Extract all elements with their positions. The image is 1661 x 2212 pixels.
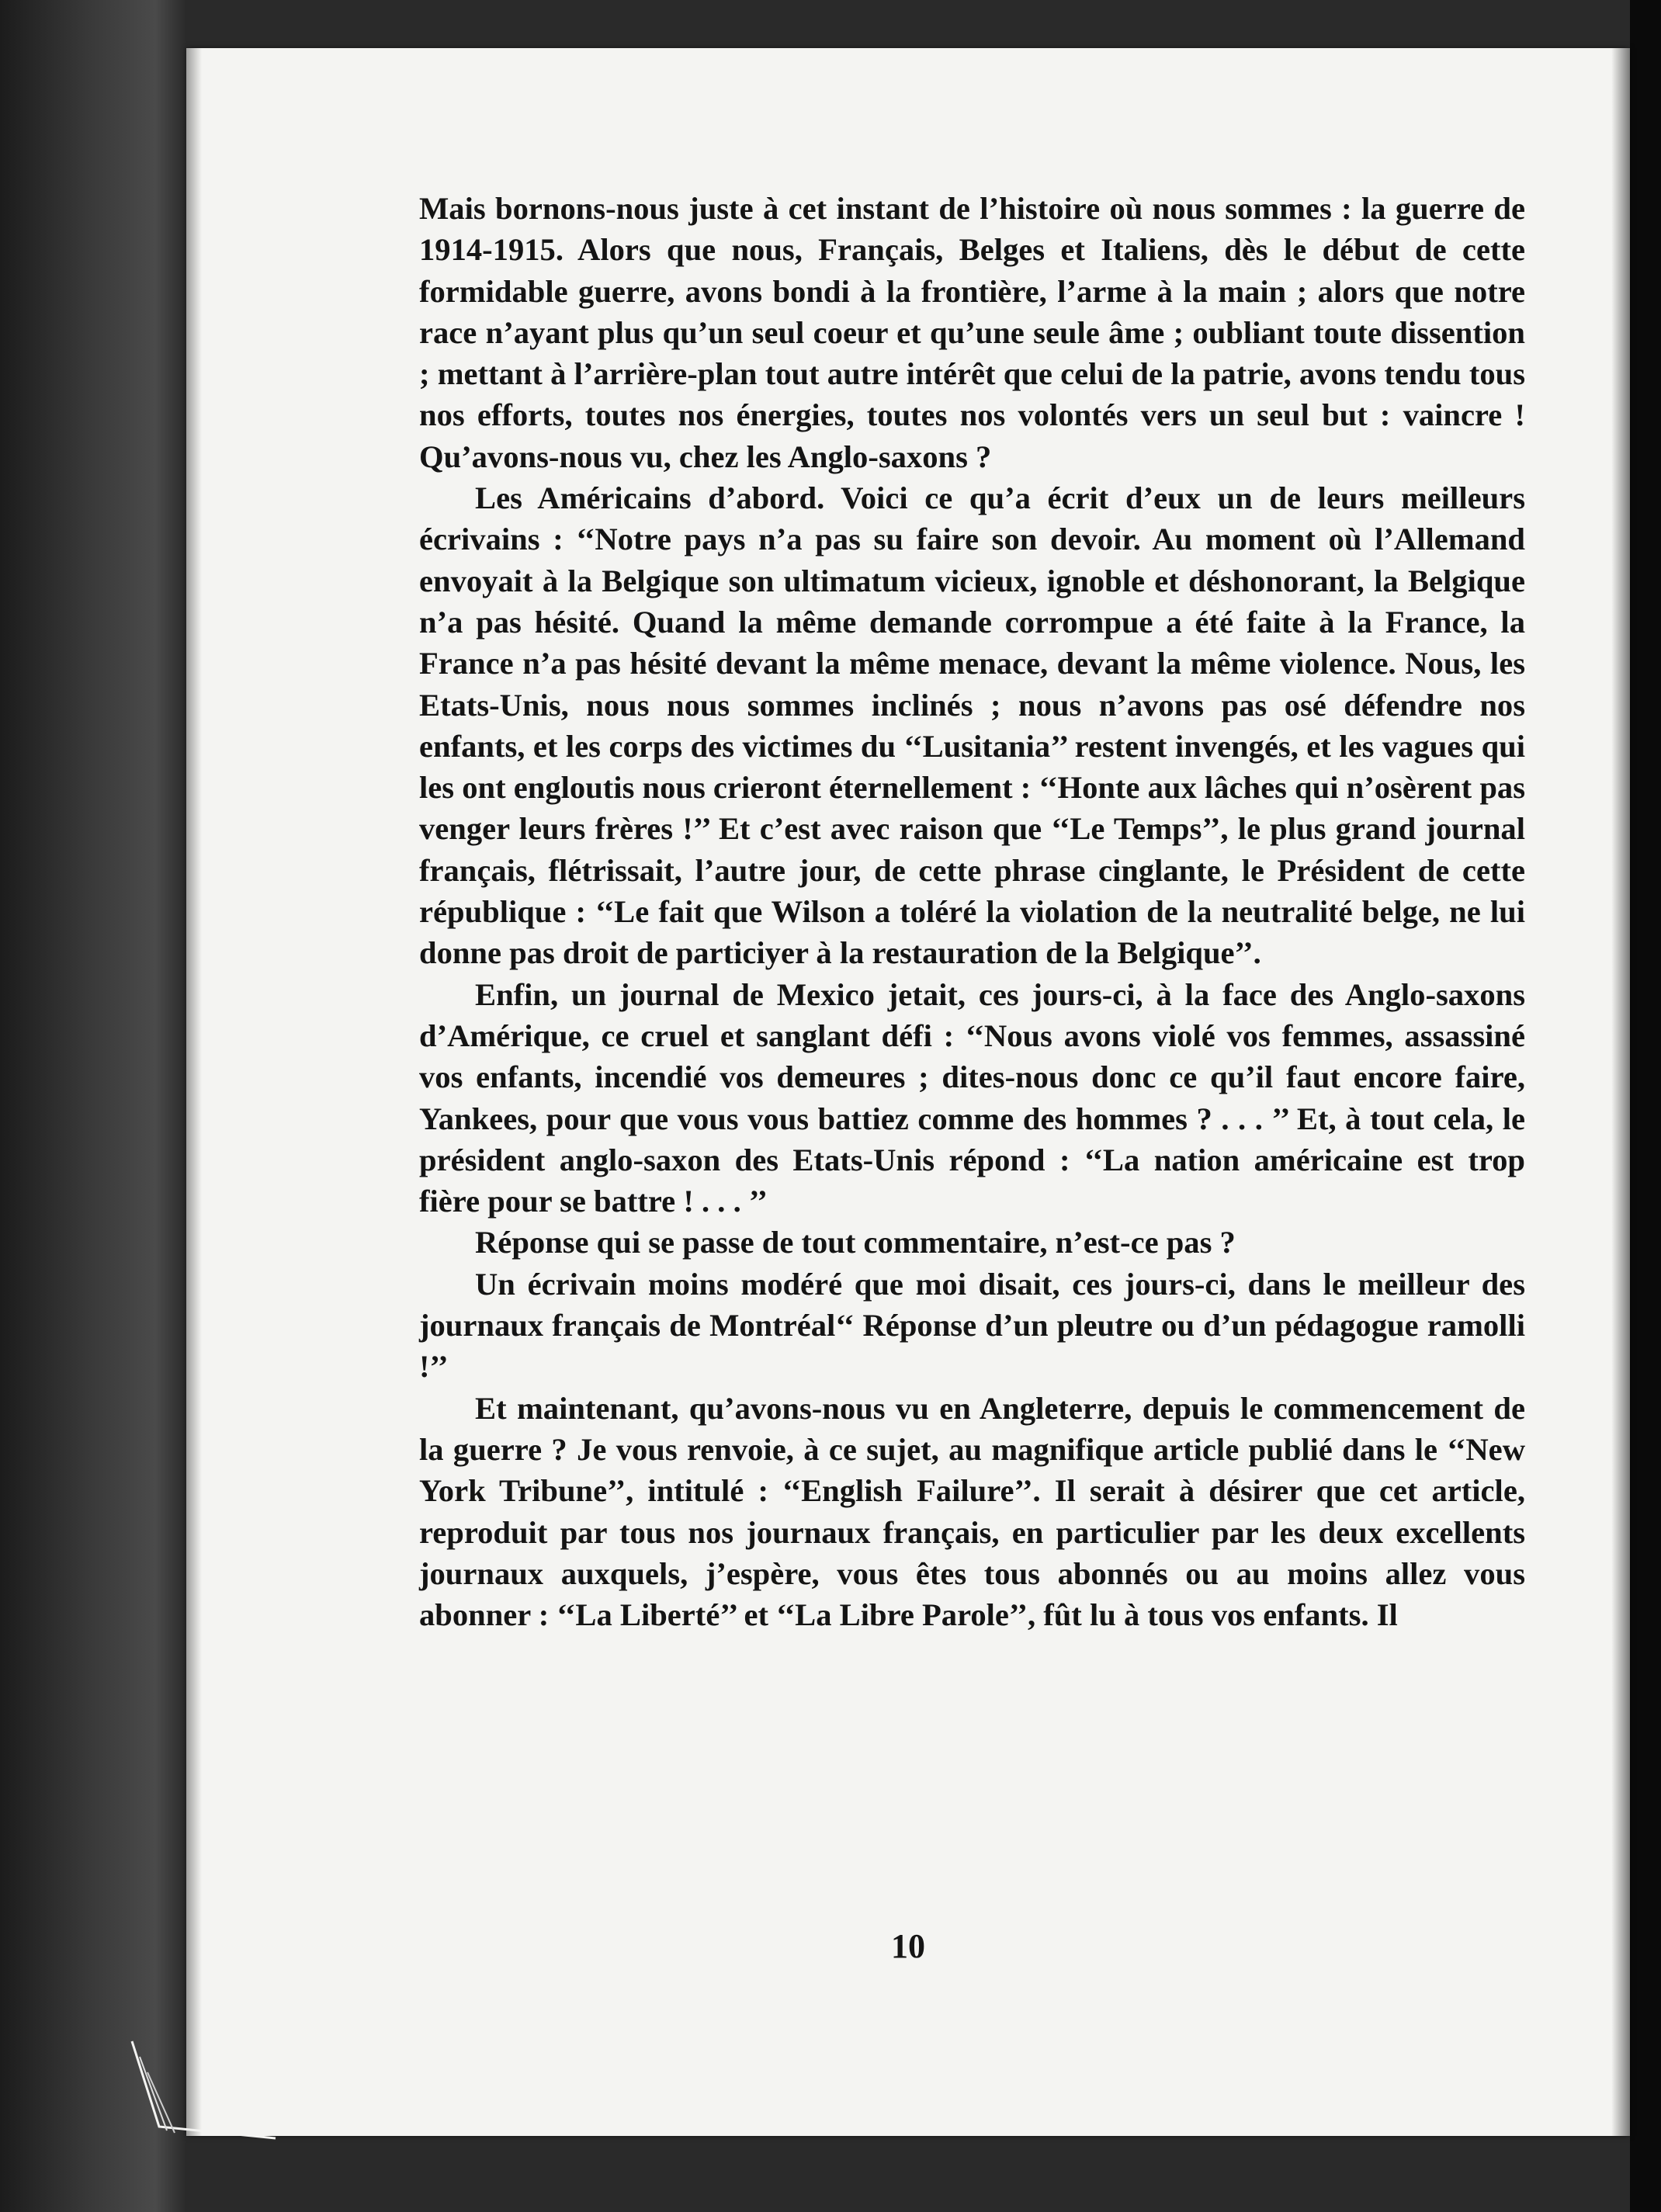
book-edge-shadow <box>1630 0 1661 2212</box>
book-page <box>186 48 1630 2136</box>
paragraph-2: Les Américains d’abord. Voici ce qu’a écrit d’eux un de leurs meilleurs écrivains : ‘‘Notre pays n’a pas su faire son devoir. Au moment où l’Allemand envoyait à la Belgique son ultimatum vicieux, ignoble et déshonorant, la Belgique n’a pas hésité. Quand la même demande corrompue a été faite à la France, la France n’a pas hésité devant la même menace, devant la même violence. Nous, les Etats-Unis, nous nous sommes inclinés ; nous n’avons pas osé défendre nos enfants, et les corps des victimes du ‘‘Lusitania’’ restent invengés, et les vagues qui les ont engloutis nous crieront éternellement : ‘‘Honte aux lâches qui n’osèrent pas venger leurs frères !’’ Et c’est avec raison que ‘‘Le Temps’’, le plus grand journal français, flétrissait, l’autre jour, de cette phrase cinglante, le Président de cette république : ‘‘Le fait que Wilson a toléré la violation de la neutralité belge, ne lui donne pas droit de particiyer à la restauration de la Belgique’’. <box>419 480 1525 971</box>
page-body-text <box>419 188 1525 1635</box>
page-number: 10 <box>891 1927 925 1965</box>
paragraph-6: Et maintenant, qu’avons-nous vu en Angleterre, depuis le commencement de la guerre ? Je vous renvoie, à ce sujet, au magnifique article publié dans le ‘‘New York Tribune’’, intitulé : ‘‘English Failure’’. Il serait à désirer que cet article, reproduit par tous nos journaux français, en particulier par les deux excellents journaux auxquels, j’espère, vous êtes tous abonnés ou au moins allez vous abonner : ‘‘La Liberté’’ et ‘‘La Libre Parole’’, fût lu à tous vos enfants. Il <box>419 1390 1525 1633</box>
paragraph-4: Réponse qui se passe de tout commentaire, n’est-ce pas ? <box>475 1225 1236 1260</box>
paragraph-1: Mais bornons-nous juste à cet instant de l’histoire où nous sommes : la guerre de 1914-1915. Alors que nous, Français, Belges et Italiens, dès le début de cette formidable guerre, avons bondi à la frontière, l’arme à la main ; alors que notre race n’ayant plus qu’un seul coeur et qu’une seule âme ; oubliant toute dissention ; mettant à l’arrière-plan tout autre intérêt que celui de la patrie, avons tendu tous nos efforts, toutes nos énergies, toutes nos volontés vers un seul but : vaincre ! Qu’avons-nous vu, chez les Anglo-saxons ? <box>419 191 1525 474</box>
page-curl-mark <box>128 2033 283 2142</box>
paragraph-5: Un écrivain moins modéré que moi disait, ces jours-ci, dans le meilleur des journaux français de Montréal‘‘ Réponse d’un pleutre ou d’un pédagogue ramolli !’’ <box>419 1266 1525 1385</box>
paragraph-3: Enfin, un journal de Mexico jetait, ces jours-ci, à la face des Anglo-saxons d’Amérique, ce cruel et sanglant défi : ‘‘Nous avons violé vos femmes, assassiné vos enfants, incendié vos demeures ; dites-nous donc ce qu’il faut encore faire, Yankees, pour que vous vous battiez comme des hommes ? . . . ’’ Et, à tout cela, le président anglo-saxon des Etats-Unis répond : ‘‘La nation américaine est trop fière pour se battre ! . . . ’’ <box>419 976 1525 1219</box>
